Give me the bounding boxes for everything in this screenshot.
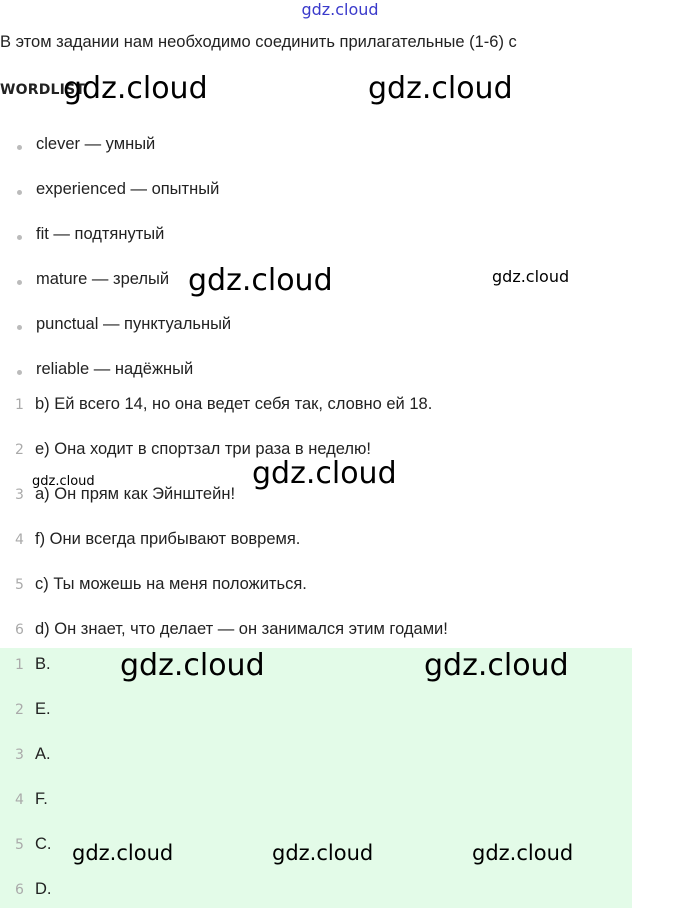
- sentence-row: [0, 530, 640, 554]
- list-item: [0, 135, 600, 159]
- sentence-row: [0, 620, 640, 644]
- row-number: 5: [15, 837, 24, 853]
- word-entry: punctual — пунктуальный: [36, 315, 232, 333]
- answer-row: [0, 745, 640, 769]
- word-entry: mature — зрелый: [36, 270, 170, 288]
- list-item: [0, 315, 600, 339]
- row-number: 2: [15, 442, 24, 458]
- word-entry: clever — умный: [36, 135, 156, 153]
- word-entry: reliable — надёжный: [36, 360, 194, 378]
- watermark: gdz.cloud: [188, 263, 333, 298]
- bullet-icon: [17, 235, 22, 240]
- answer-row: [0, 880, 640, 904]
- sentence-text: c) Ты можешь на меня положиться.: [35, 575, 307, 593]
- sentence-row: [0, 395, 640, 419]
- row-number: 4: [15, 792, 24, 808]
- row-number: 5: [15, 577, 24, 593]
- list-item: [0, 180, 600, 204]
- bullet-icon: [17, 280, 22, 285]
- watermark: gdz.cloud: [72, 841, 174, 865]
- row-number: 3: [15, 487, 24, 503]
- sentence-row: [0, 575, 640, 599]
- answer-text: E.: [35, 700, 51, 718]
- row-number: 2: [15, 702, 24, 718]
- bullet-icon: [17, 190, 22, 195]
- answer-text: D.: [35, 880, 52, 898]
- watermark: gdz.cloud: [424, 648, 569, 683]
- list-item: [0, 360, 600, 384]
- row-number: 3: [15, 747, 24, 763]
- word-entry: experienced — опытный: [36, 180, 220, 198]
- watermark: gdz.cloud: [472, 841, 574, 865]
- bullet-icon: [17, 145, 22, 150]
- watermark: gdz.cloud: [492, 267, 570, 286]
- sentence-text: b) Ей всего 14, но она ведет себя так, словно ей 18.: [35, 395, 433, 413]
- bullet-icon: [17, 370, 22, 375]
- answer-row: [0, 700, 640, 724]
- sentence-text: a) Он прям как Эйнштейн!: [35, 485, 236, 503]
- watermark: gdz.cloud: [272, 841, 374, 865]
- bullet-icon: [17, 325, 22, 330]
- row-number: 4: [15, 532, 24, 548]
- row-number: 1: [15, 397, 24, 413]
- word-entry: fit — подтянутый: [36, 225, 165, 243]
- list-item: [0, 225, 600, 249]
- header-watermark: gdz.cloud: [301, 0, 379, 19]
- row-number: 6: [15, 622, 24, 638]
- sentence-text: d) Он знает, что делает — он занимался этим годами!: [35, 620, 448, 638]
- intro-text: В этом задании нам необходимо соединить прилагательные (1-6) с: [0, 33, 517, 51]
- watermark: gdz.cloud: [32, 474, 95, 489]
- watermark: gdz.cloud: [252, 456, 397, 491]
- answer-text: B.: [35, 655, 51, 673]
- answer-text: A.: [35, 745, 51, 763]
- row-number: 1: [15, 657, 24, 673]
- row-number: 6: [15, 882, 24, 898]
- sentence-text: e) Она ходит в спортзал три раза в неделю!: [35, 440, 372, 458]
- answer-row: [0, 790, 640, 814]
- answer-text: C.: [35, 835, 52, 853]
- watermark: gdz.cloud: [63, 71, 208, 106]
- watermark: gdz.cloud: [368, 71, 513, 106]
- wordlist-heading: WORDLIST: [0, 82, 86, 98]
- watermark: gdz.cloud: [120, 648, 265, 683]
- answer-text: F.: [35, 790, 48, 808]
- sentence-text: f) Они всегда прибывают вовремя.: [35, 530, 301, 548]
- answer-panel: [0, 648, 632, 908]
